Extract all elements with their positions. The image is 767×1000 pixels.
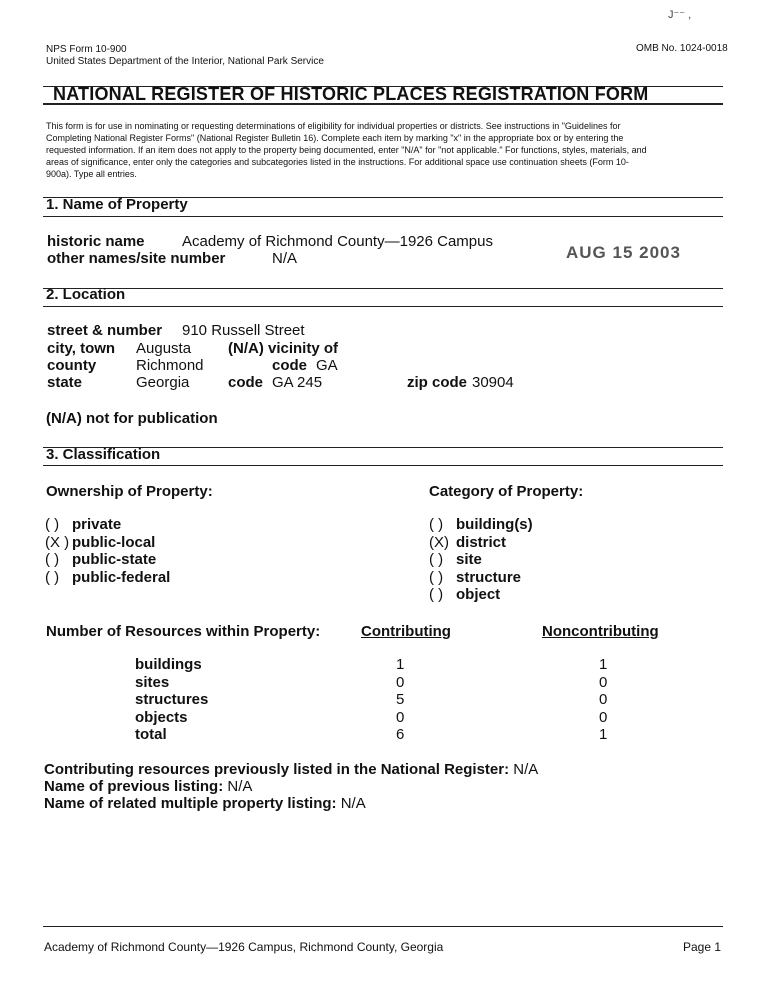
section1-rule-bottom xyxy=(43,216,723,217)
list-item: ( ) public-state xyxy=(45,551,157,568)
city-label: city, town xyxy=(47,340,116,357)
contributing-value: 0 xyxy=(396,673,405,691)
noncontributing-value: 0 xyxy=(599,673,608,691)
ownership-list xyxy=(45,516,170,586)
resource-label: objects xyxy=(135,708,188,726)
department: United States Department of the Interior, National Park Service xyxy=(46,56,324,67)
state-code-value: GA 245 xyxy=(272,374,323,391)
historic-name-row xyxy=(47,233,145,250)
other-names-label: other names/site number xyxy=(47,250,226,267)
other-names-value: N/A xyxy=(272,250,298,267)
previously-listed: Contributing resources previously listed in the National Register: N/A xyxy=(44,761,539,778)
list-item: ( ) object xyxy=(429,586,501,603)
list-item: ( ) structure xyxy=(429,568,522,586)
section2-title: 2. Location xyxy=(46,286,126,303)
received-stamp: AUG 15 2003 xyxy=(566,243,681,262)
list-item: (X) district xyxy=(429,533,507,551)
list-item: ( ) public-federal xyxy=(45,568,171,586)
noncontributing-value: 0 xyxy=(599,691,608,708)
noncontributing-value: 1 xyxy=(599,656,608,673)
noncontributing-header: Noncontributing xyxy=(542,623,659,640)
contributing-value: 0 xyxy=(396,708,405,726)
instructions xyxy=(46,120,647,180)
instruction-line: Completing National Register Forms" (National Register Bulletin 16). Complete each item by marking "x" in the appropriate box or by entering the xyxy=(46,133,624,143)
resource-label: total xyxy=(135,726,167,743)
resources-title: Number of Resources within Property: xyxy=(46,623,321,640)
corner-mark: J⁻⁻ , xyxy=(668,9,692,21)
county-label: county xyxy=(47,357,97,374)
contributing-value: 6 xyxy=(396,726,405,743)
resource-label: structures xyxy=(135,691,209,708)
instruction-line: This form is for use in nominating or requesting determinations of eligibility for individual properties or districts. See instructions in "Guidelines for xyxy=(46,121,621,131)
resource-label: sites xyxy=(135,673,170,691)
noncontributing-value: 0 xyxy=(599,708,608,726)
state-code-label: code xyxy=(228,374,264,391)
zip-value: 30904 xyxy=(472,374,514,391)
list-item: ( ) private xyxy=(45,516,122,533)
zip-label: zip code xyxy=(407,374,468,391)
page-number: Page 1 xyxy=(683,940,722,954)
city-value: Augusta xyxy=(136,340,192,357)
contributing-values xyxy=(396,656,404,744)
section3-title: 3. Classification xyxy=(46,446,161,463)
county-code-value: GA xyxy=(316,357,338,374)
list-item: ( ) site xyxy=(429,551,482,568)
historic-name-value: Academy of Richmond County—1926 Campus xyxy=(182,233,493,250)
county-code-label: code xyxy=(272,357,308,374)
related-listing: Name of related multiple property listing: N/A xyxy=(44,795,366,812)
ownership-title: Ownership of Property: xyxy=(46,483,213,500)
state-value: Georgia xyxy=(136,374,190,391)
historic-name-label: historic name xyxy=(47,233,145,250)
state-label: state xyxy=(47,374,83,391)
not-for-publication: (N/A) not for publication xyxy=(46,410,218,427)
section2-rule-top xyxy=(43,288,723,289)
street-label: street & number xyxy=(47,322,163,339)
noncontributing-value: 1 xyxy=(599,726,608,743)
title-rule-bottom xyxy=(43,103,723,105)
street-value: 910 Russell Street xyxy=(182,322,305,339)
contributing-value: 5 xyxy=(396,691,405,708)
footer-rule xyxy=(43,926,723,927)
resource-label: buildings xyxy=(135,656,202,673)
form-number: NPS Form 10-900 xyxy=(46,44,127,55)
section1-title: 1. Name of Property xyxy=(46,196,188,213)
section3-rule-bottom xyxy=(43,465,723,466)
list-item: (X ) public-local xyxy=(45,533,156,551)
category-title: Category of Property: xyxy=(429,483,584,500)
county-value: Richmond xyxy=(136,357,204,374)
category-list xyxy=(429,516,533,604)
vicinity-field: (N/A) vicinity of xyxy=(228,340,339,357)
instruction-line: 900a). Type all entries. xyxy=(46,169,137,179)
contributing-value: 1 xyxy=(396,656,405,673)
omb-number: OMB No. 1024-0018 xyxy=(636,43,728,54)
contributing-header: Contributing xyxy=(361,623,451,640)
footer-left: Academy of Richmond County—1926 Campus, Richmond County, Georgia xyxy=(44,940,444,954)
list-item: ( ) building(s) xyxy=(429,516,533,533)
section2-rule-bottom xyxy=(43,306,723,307)
instruction-line: areas of significance, enter only the categories and subcategories listed in the instructions. For additional space use continuation sheets (Form 10- xyxy=(46,157,629,167)
previous-listing: Name of previous listing: N/A xyxy=(44,778,253,795)
page-title: NATIONAL REGISTER OF HISTORIC PLACES REGISTRATION FORM xyxy=(53,84,649,104)
resource-labels xyxy=(135,656,208,744)
instruction-line: requested information. If an item does not apply to the property being documented, enter "N/A" for "not applicable." For functions, styles, materials, and xyxy=(46,145,647,155)
noncontributing-values xyxy=(599,656,607,744)
